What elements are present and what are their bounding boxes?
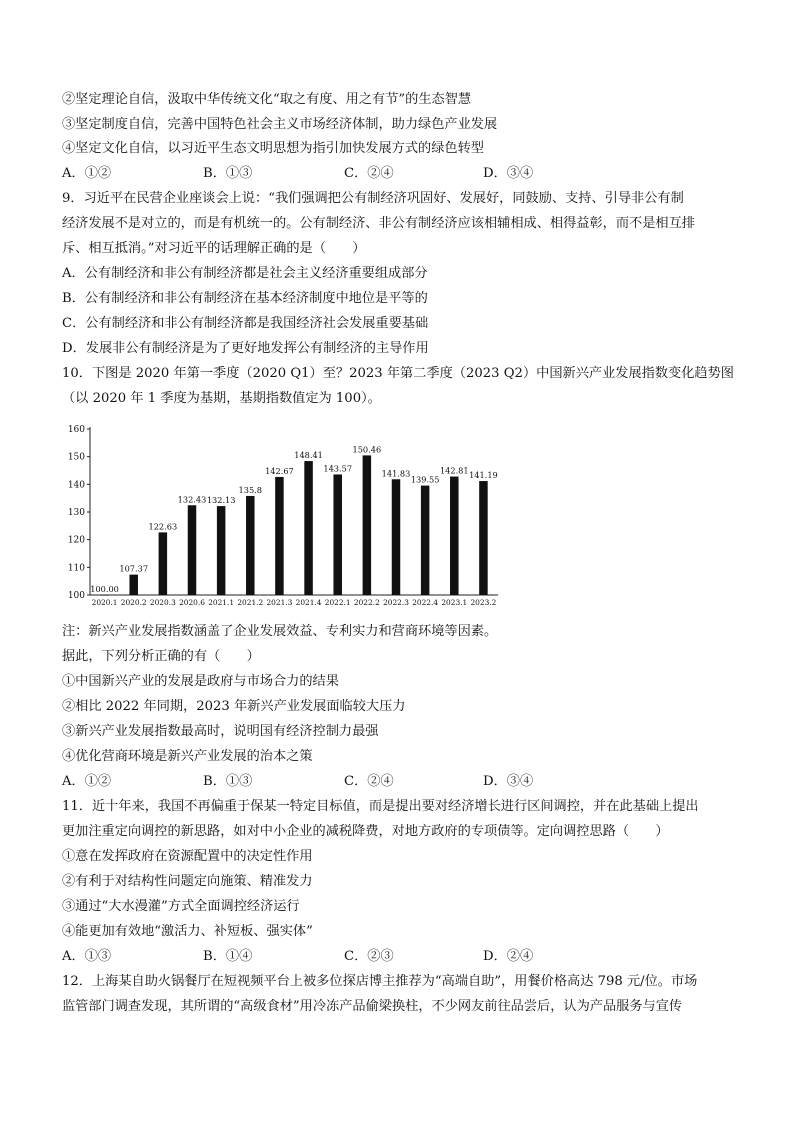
q9-option-d[interactable]: D．发展非公有制经济是为了更好地发挥公有制经济的主导作用 [62, 341, 429, 356]
bar [392, 479, 401, 595]
q11-stem-line-1: 11．近十年来，我国不再偏重于保某一特定目标值，而是提出要对经济增长进行区间调控，并在此基础上提出 [62, 799, 699, 814]
bar [100, 595, 109, 596]
q9-option-b[interactable]: B．公有制经济和非公有制经济在基本经济制度中地位是平等的 [62, 291, 428, 306]
q10-option-b[interactable]: B．①③ [203, 774, 253, 789]
q10-question: 据此，下列分析正确的有（ ） [62, 649, 260, 664]
q11-item-2: ②有利于对结构性问题定向施策、精准发力 [62, 874, 313, 889]
bar [275, 477, 284, 595]
q11-item-1: ①意在发挥政府在资源配置中的决定性作用 [62, 849, 313, 864]
bar [333, 474, 342, 595]
bar-value-label: 139.55 [410, 474, 440, 485]
bar-value-label: 107.37 [119, 563, 149, 574]
bar [421, 486, 430, 595]
y-tick-label: 120 [67, 535, 85, 546]
q8-option-d[interactable]: D．③④ [483, 166, 534, 181]
q12-stem-line-1: 12．上海某自助火锅餐厅在短视频平台上被多位探店博主推荐为“高端自助”，用餐价格高达 798 元/位。市场 [62, 974, 698, 989]
q9-option-a[interactable]: A．公有制经济和非公有制经济都是社会主义经济重要组成部分 [62, 266, 428, 281]
y-tick-label: 160 [67, 425, 85, 435]
bar-value-label: 148.41 [294, 450, 323, 461]
x-tick-label: 2020.2 [120, 598, 147, 607]
x-tick-label: 2020.3 [149, 598, 176, 607]
bar-value-label: 122.63 [148, 521, 178, 532]
y-tick-labels [68, 425, 85, 601]
y-tick-label: 130 [67, 508, 85, 518]
x-tick-label: 2020.6 [179, 598, 205, 607]
bar [450, 477, 459, 595]
x-tick-label: 2022.3 [383, 598, 409, 607]
q11-option-d[interactable]: D．②④ [483, 949, 534, 964]
q9-stem-line-3: 斥、相互抵消。”对习近平的话理解正确的是（ ） [62, 241, 366, 256]
q8-item-3: ③坚定制度自信，完善中国特色社会主义市场经济体制，助力绿色产业发展 [62, 117, 498, 132]
q10-item-3: ③新兴产业发展指数最高时，说明国有经济控制力最强 [62, 724, 379, 739]
q10-option-d[interactable]: D．③④ [483, 774, 534, 789]
bar [129, 575, 138, 595]
bar-value-label: 150.46 [352, 444, 382, 455]
bar [246, 496, 255, 595]
bar-value-label: 141.19 [469, 470, 498, 481]
bar-value-label: 143.57 [323, 463, 353, 474]
q10-stem-line-1: 10．下图是 2020 年第一季度（2020 Q1）至？2023 年第二季度（2023 Q2）中国新兴产业发展指数变化趋势图 [62, 366, 734, 381]
bar [479, 481, 488, 595]
bar-value-label: 142.81 [439, 465, 469, 476]
x-tick-label: 2022.4 [412, 598, 439, 607]
q10-options [62, 773, 762, 791]
q11-option-a[interactable]: A．①③ [62, 949, 112, 964]
q11-item-4: ④能更加有效地“激活力、补短板、强实体” [62, 924, 313, 939]
bar-value-label: 142.67 [265, 465, 294, 476]
q9-option-c[interactable]: C．公有制经济和非公有制经济都是我国经济社会发展重要基础 [62, 316, 429, 331]
bar-value-label: 141.83 [381, 468, 411, 479]
q8-item-2: ②坚定理论自信，汲取中华传统文化“取之有度、用之有节”的生态智慧 [62, 92, 472, 107]
bar [363, 455, 372, 595]
bar-value-label: 132.43 [177, 494, 207, 505]
q8-option-b[interactable]: B．①③ [203, 166, 253, 181]
q10-item-4: ④优化营商环境是新兴产业发展的治本之策 [62, 749, 313, 764]
q10-note: 注：新兴产业发展指数涵盖了企业发展效益、专利实力和营商环境等因素。 [62, 624, 498, 639]
y-tick-label: 100 [67, 591, 85, 601]
y-tick-label: 140 [67, 480, 85, 491]
x-tick-labels [92, 598, 497, 607]
q10-item-2: ②相比 2022 年同期，2023 年新兴产业发展面临较大压力 [62, 699, 406, 714]
y-tick-label: 110 [67, 563, 85, 574]
q8-item-4: ④坚定文化自信，以习近平生态文明思想为指引加快发展方式的绿色转型 [62, 141, 484, 156]
q10-option-a[interactable]: A．①② [62, 774, 112, 789]
q11-stem-line-2: 更加注重定向调控的新思路，如对中小企业的减税降费，对地方政府的专项债等。定向调控思路（ ） [62, 824, 669, 839]
x-tick-label: 2023.2 [470, 598, 497, 607]
x-tick-label: 2020.1 [91, 598, 118, 607]
q11-item-3: ③通过“大水漫灌”方式全面调控经济运行 [62, 899, 300, 914]
y-tick-label: 150 [67, 452, 85, 463]
q9-stem-line-2: 经济发展不是对立的，而是有机统一的。公有制经济、非公有制经济应该相辅相成、相得益彰，而不是相互排 [62, 216, 695, 231]
bar [304, 461, 313, 595]
q9-stem-line-1: 9．习近平在民营企业座谈会上说：“我们强调把公有制经济巩固好、发展好，同鼓励、支持、引导非公有制 [62, 191, 684, 206]
q8-option-c[interactable]: C．②④ [344, 166, 394, 181]
bar-value-labels [90, 444, 498, 594]
x-tick-label: 2023.1 [441, 598, 468, 607]
q10-stem-line-2: （以 2020 年 1 季度为基期，基期指数值定为 100）。 [62, 391, 381, 406]
chart-axes [87, 427, 498, 595]
bar-value-label: 135.8 [238, 484, 263, 495]
q12-stem-line-2: 监管部门调查发现，其所谓的“高级食材”用冷冻产品偷梁换柱，不少网友前往品尝后，认为产品服务与宣传 [62, 999, 683, 1014]
x-tick-label: 2021.4 [295, 598, 322, 607]
bar-value-label: 132.13 [206, 495, 236, 506]
q11-options [62, 948, 762, 966]
q8-options [62, 165, 762, 183]
x-tick-label: 2022.1 [324, 598, 351, 607]
q8-option-a[interactable]: A．①② [62, 166, 112, 181]
q11-option-c[interactable]: C．②③ [344, 949, 394, 964]
index-bar-chart [62, 419, 502, 609]
x-tick-label: 2022.2 [353, 598, 380, 607]
x-tick-label: 2021.3 [266, 598, 293, 607]
q11-option-b[interactable]: B．①④ [203, 949, 253, 964]
bar [159, 532, 168, 595]
q10-item-1: ①中国新兴产业的发展是政府与市场合力的结果 [62, 674, 339, 689]
bar [188, 505, 197, 595]
x-tick-label: 2021.1 [208, 598, 235, 607]
bar-value-label: 100.00 [90, 584, 119, 594]
x-tick-label: 2021.2 [237, 598, 264, 607]
bar [217, 506, 226, 595]
q10-option-c[interactable]: C．②④ [344, 774, 394, 789]
